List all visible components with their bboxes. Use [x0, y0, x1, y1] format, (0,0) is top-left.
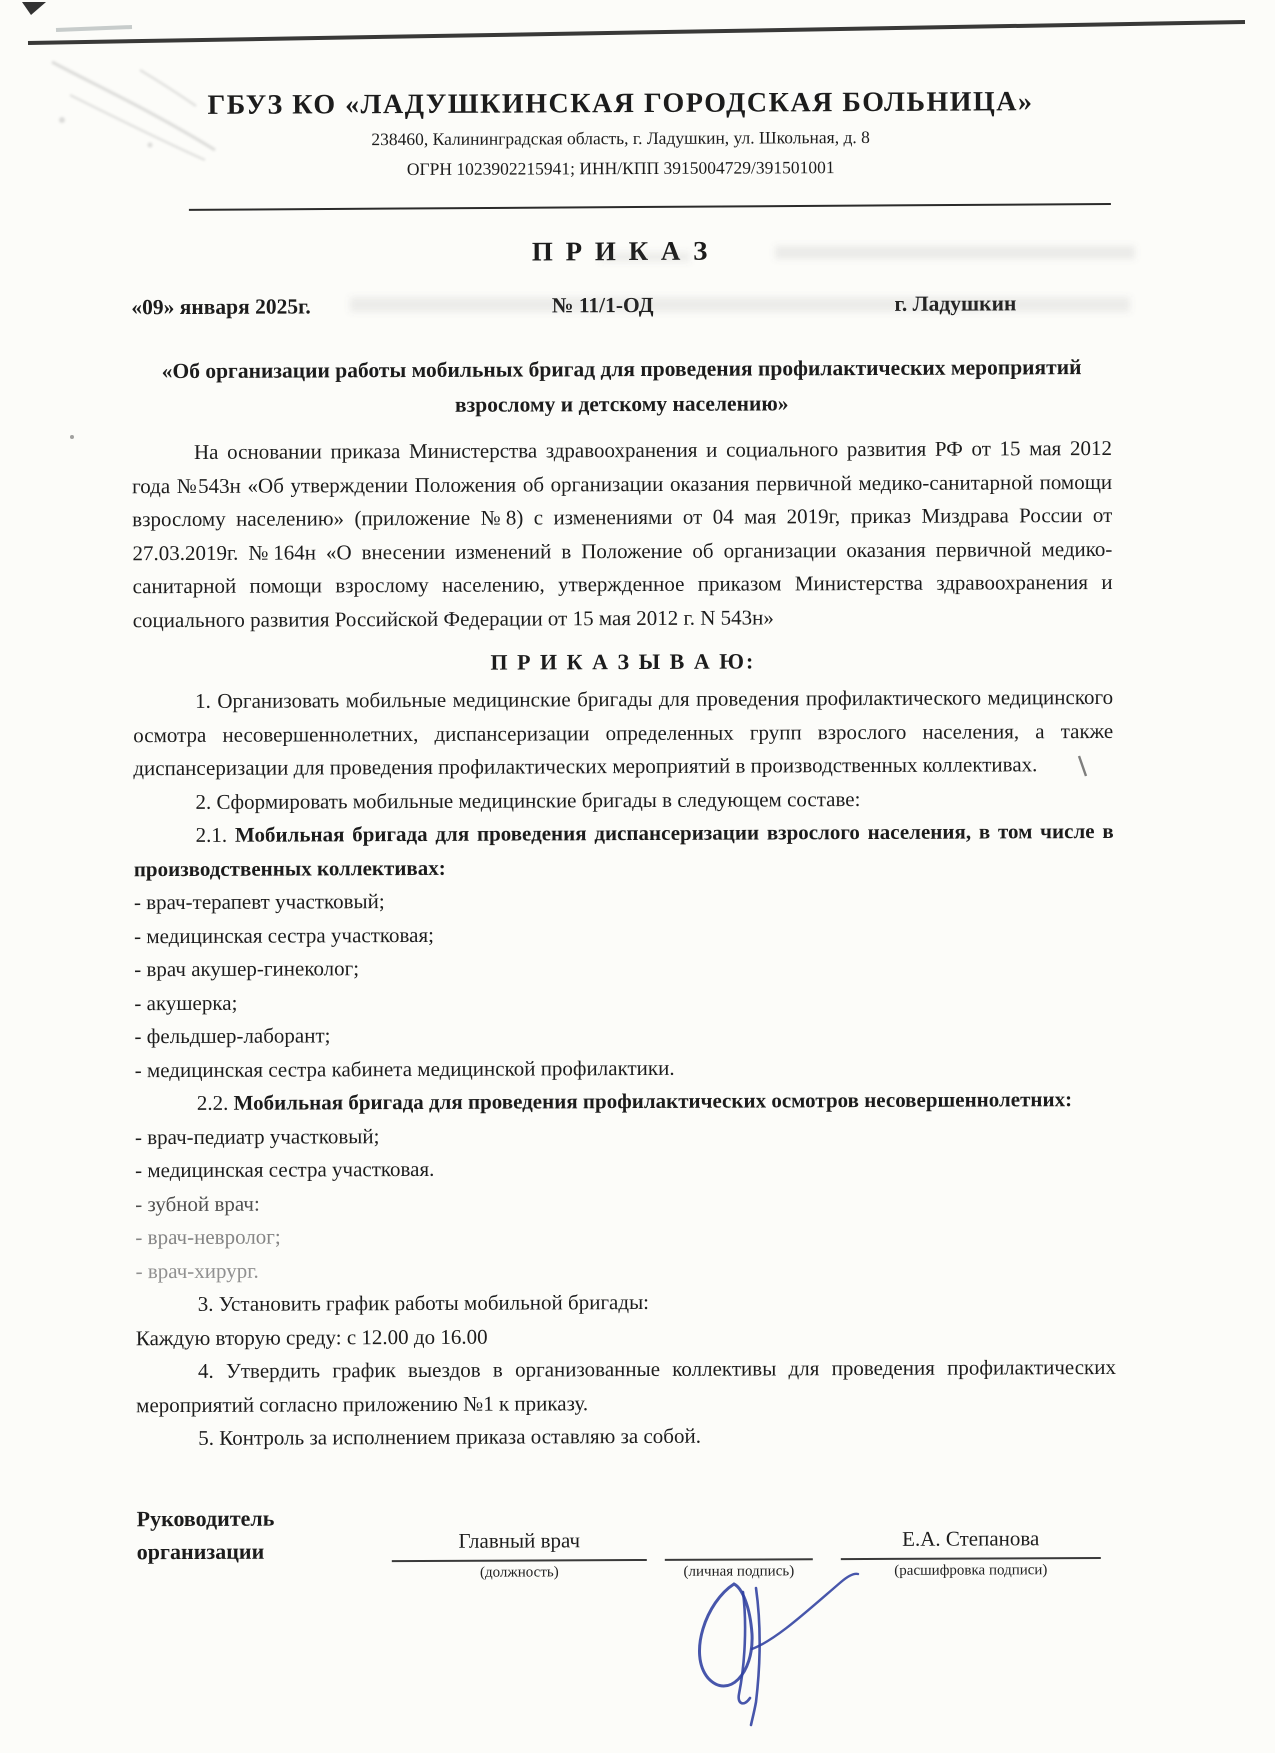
personal-sign-caption: (личная подпись)	[683, 1562, 795, 1580]
personal-sign-column	[665, 1527, 813, 1581]
order-preamble: На основании приказа Министерства здравоохранения и социального развития РФ от 15 мая 2012 года №543н «Об утверждении Положения об организации оказания первичной медико-санитарной помощи взрослому населению» (приложение №8) с изменениями от 04 мая 2019г, приказ Миздрава России от 27.03.2019г. №164н «О внесении изменений в Положение об организации оказания первичной медико-санитарной помощи взрослому населению, утвержденное приказом Министерства здравоохранения и социального развития Российской Федерации от 15 мая 2012 г. N 543н»	[132, 435, 1113, 632]
order-item-2: 2. Сформировать мобильные медицинские бригады в следующем составе:	[195, 786, 861, 814]
name-value: Е.А. Степанова	[841, 1525, 1101, 1559]
item-number: 2.2.	[196, 1090, 229, 1115]
staff-list-item: - врач акушер-гинеколог;	[134, 956, 360, 982]
item-heading-text: Мобильная бригада для проведения профилактических осмотров несовершеннолетних:	[233, 1087, 1073, 1115]
staff-list-item: - медицинская сестра кабинета медицинской профилактики.	[134, 1055, 675, 1082]
header-divider	[189, 203, 1111, 211]
staff-list-item: - фельдшер-лаборант;	[134, 1023, 331, 1049]
resolution-word: П Р И К А З Ы В А Ю:	[490, 648, 756, 675]
order-number: № 11/1-ОД	[551, 292, 654, 318]
org-registration: ОГРН 1023902215941; ИНН/КПП 3915004729/391501001	[406, 157, 835, 180]
order-item-1: 1. Организовать мобильные медицинские бригады для проведения профилактического медицинского осмотра несовершеннолетних, диспансеризации определенных групп взрослого населения, а также диспансеризации для проведения профилактических мероприятий в производственных коллективах.	[133, 684, 1114, 781]
doc-type-title: П Р И К А З	[531, 235, 711, 267]
signature-role-line1: Руководитель	[136, 1505, 275, 1531]
name-column	[841, 1525, 1101, 1579]
staff-list-item: - врач-терапевт участковый;	[133, 889, 385, 915]
staff-list-item: - врач-хирург.	[135, 1258, 259, 1283]
name-caption: (расшифровка подписи)	[894, 1561, 1048, 1579]
order-city: г. Ладушкин	[894, 291, 1017, 316]
order-item-4: 4. Утвердить график выездов в организованные коллективы для проведения профилактических мероприятий согласно приложению №1 к приказу.	[136, 1354, 1117, 1417]
signature-block	[137, 1497, 1117, 1582]
personal-sign-underline	[665, 1527, 813, 1561]
position-column	[392, 1527, 647, 1581]
order-item-2-2	[135, 1083, 1115, 1121]
schedule-line: Каждую вторую среду: с 12.00 до 16.00	[135, 1324, 488, 1350]
signature-role-label	[137, 1501, 327, 1568]
position-caption: (должность)	[479, 1563, 559, 1581]
order-subject: «Об организации работы мобильных бригад для проведения профилактических мероприятий взрослому и детскому населению»	[161, 355, 1082, 417]
order-item-5: 5. Контроль за исполнением приказа оставляю за собой.	[198, 1423, 701, 1450]
order-item-2-1	[134, 815, 1114, 886]
staff-list-item: - врач-педиатр участковый;	[134, 1123, 380, 1149]
order-meta-row	[131, 291, 1111, 320]
order-item-3: 3. Установить график работы мобильной бригады:	[197, 1289, 650, 1316]
item-number: 2.1.	[195, 822, 228, 847]
item-heading-text: Мобильная бригада для проведения диспансеризации взрослого населения, в том числе в производственных коллективах:	[133, 818, 1114, 881]
staff-list-item: - врач-невролог;	[135, 1224, 281, 1250]
order-date: «09» января 2025г.	[131, 294, 311, 320]
position-value: Главный врач	[392, 1527, 647, 1561]
signature-role-line2: организации	[136, 1538, 265, 1564]
org-name: ГБУЗ КО «ЛАДУШКИНСКАЯ ГОРОДСКАЯ БОЛЬНИЦА»	[207, 86, 1034, 121]
staff-list-item: - зубной врач:	[135, 1191, 260, 1216]
staff-list-item: - медицинская сестра участковая;	[134, 922, 435, 948]
staff-list-item: - медицинская сестра участковая.	[135, 1156, 435, 1183]
org-address: 238460, Калининградская область, г. Ладушкин, ул. Школьная, д. 8	[371, 126, 870, 150]
staff-list-item: - акушерка;	[134, 990, 238, 1015]
